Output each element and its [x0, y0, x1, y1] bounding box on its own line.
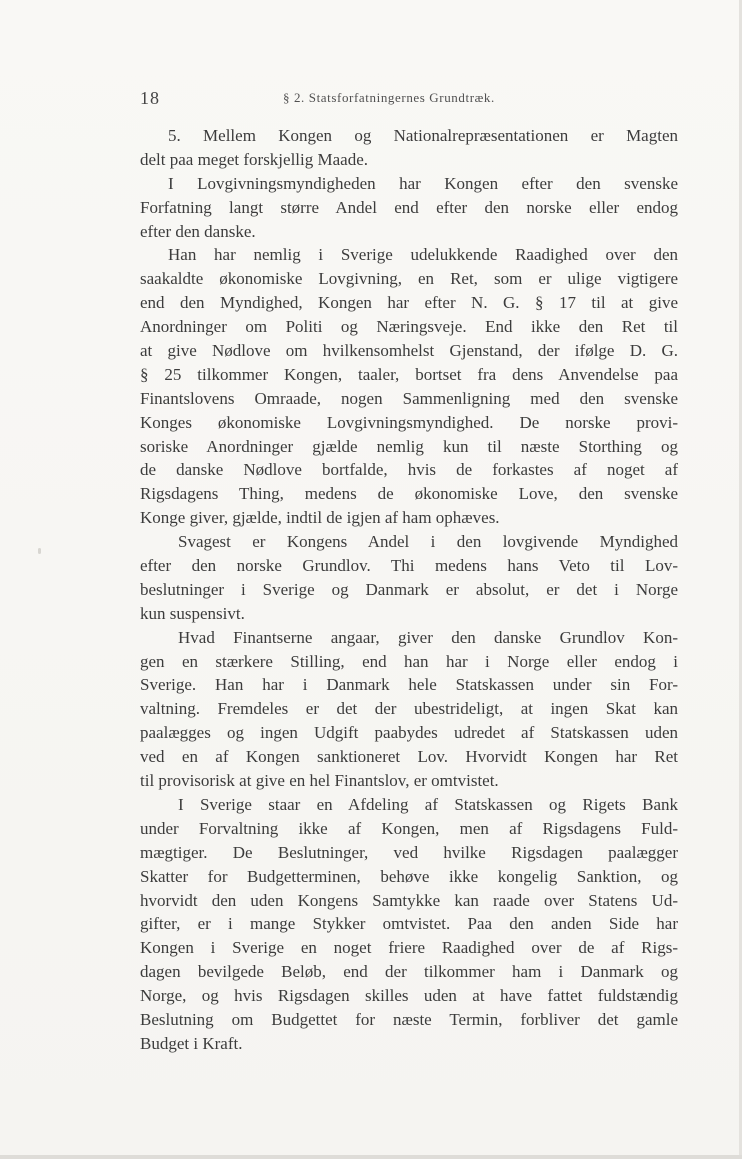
- page-header: [140, 88, 680, 112]
- text-line: saakaldte økonomiske Lovgivning, en Ret, som er ulige vigtigere: [140, 269, 678, 289]
- text-line: Skatter for Budgetterminen, behøve ikke kongelig Sanktion, og: [140, 866, 678, 886]
- text-line: Han har nemlig i Sverige udelukkende Raadighed over den: [168, 245, 678, 265]
- text-line: gifter, er i mange Stykker omtvistet. Paa den anden Side har: [140, 914, 678, 934]
- text-line: Konge giver, gjælde, indtil de igjen af ham ophæves.: [140, 508, 500, 528]
- text-line: Budget i Kraft.: [140, 1033, 243, 1053]
- text-line: mægtiger. De Beslutninger, ved hvilke Rigsdagen paalægger: [140, 842, 678, 862]
- text-line: I Sverige staar en Afdeling af Statskassen og Rigets Bank: [178, 794, 678, 814]
- text-line: Svagest er Kongens Andel i den lovgivende Myndighed: [178, 532, 678, 552]
- text-line: end den Myndighed, Kongen har efter N. G. § 17 til at give: [140, 293, 678, 313]
- text-line: Hvad Finantserne angaar, giver den danske Grundlov Kon-: [178, 627, 678, 647]
- text-line: Beslutning om Budgettet for næste Termin, forbliver det gamle: [140, 1009, 678, 1029]
- text-line: Anordninger om Politi og Næringsveje. End ikke den Ret til: [140, 317, 678, 337]
- text-line: gen en stærkere Stilling, end han har i Norge eller endog i: [140, 651, 678, 671]
- text-line: Norge, og hvis Rigsdagen skilles uden at have fattet fuldstændig: [140, 986, 678, 1006]
- text-line: beslutninger i Sverige og Danmark er absolut, er det i Norge: [140, 579, 678, 599]
- page-bottom-edge: [0, 1155, 742, 1159]
- text-line: til provisorisk at give en hel Finantslov, er omtvistet.: [140, 771, 499, 791]
- page-number: 18: [140, 88, 160, 108]
- text-line: § 25 tilkommer Kongen, taaler, bortset fra dens Anvendelse paa: [140, 364, 678, 384]
- paper-speck: [38, 548, 41, 554]
- text-line: I Lovgivningsmyndigheden har Kongen efter den svenske: [168, 173, 678, 193]
- text-line: 5. Mellem Kongen og Nationalrepræsentationen er Magten: [168, 126, 678, 145]
- text-line: kun suspensivt.: [140, 603, 245, 623]
- text-line: Finantslovens Omraade, nogen Sammenligning med den svenske: [140, 388, 678, 408]
- text-line: Konges økonomiske Lovgivningsmyndighed. De norske provi-: [140, 412, 678, 432]
- text-line: Forfatning langt større Andel end efter den norske eller endog: [140, 197, 678, 217]
- body-text: [140, 124, 678, 1056]
- text-line: efter den norske Grundlov. Thi medens hans Veto til Lov-: [140, 556, 678, 576]
- text-line: ved en af Kongen sanktioneret Lov. Hvorvidt Kongen har Ret: [140, 747, 678, 767]
- text-line: efter den danske.: [140, 221, 256, 241]
- text-line: dagen bevilgede Beløb, end der tilkommer ham i Danmark og: [140, 962, 678, 982]
- text-line: Kongen i Sverige en noget friere Raadighed over de af Rigs-: [140, 938, 678, 958]
- text-line: delt paa meget forskjellig Maade.: [140, 149, 368, 169]
- text-line: soriske Anordninger gjælde nemlig kun til næste Storthing og: [140, 436, 678, 456]
- text-line: at give Nødlove om hvilkensomhelst Gjenstand, der ifølge D. G.: [140, 341, 678, 361]
- text-line: Sverige. Han har i Danmark hele Statskassen under sin For-: [140, 675, 678, 695]
- text-line: paalægges og ingen Udgift paabydes udredet af Statskassen uden: [140, 723, 678, 743]
- text-line: valtning. Fremdeles er det der ubestrideligt, at ingen Skat kan: [140, 699, 678, 719]
- text-line: hvorvidt den uden Kongens Samtykke kan raade over Statens Ud-: [140, 890, 678, 910]
- running-head: § 2. Statsforfatningernes Grundtræk.: [283, 90, 495, 105]
- text-line: de danske Nødlove bortfalde, hvis de forkastes af noget af: [140, 460, 678, 480]
- text-line: under Forvaltning ikke af Kongen, men af Rigsdagens Fuld-: [140, 818, 678, 838]
- text-line: Rigsdagens Thing, medens de økonomiske Love, den svenske: [140, 484, 678, 504]
